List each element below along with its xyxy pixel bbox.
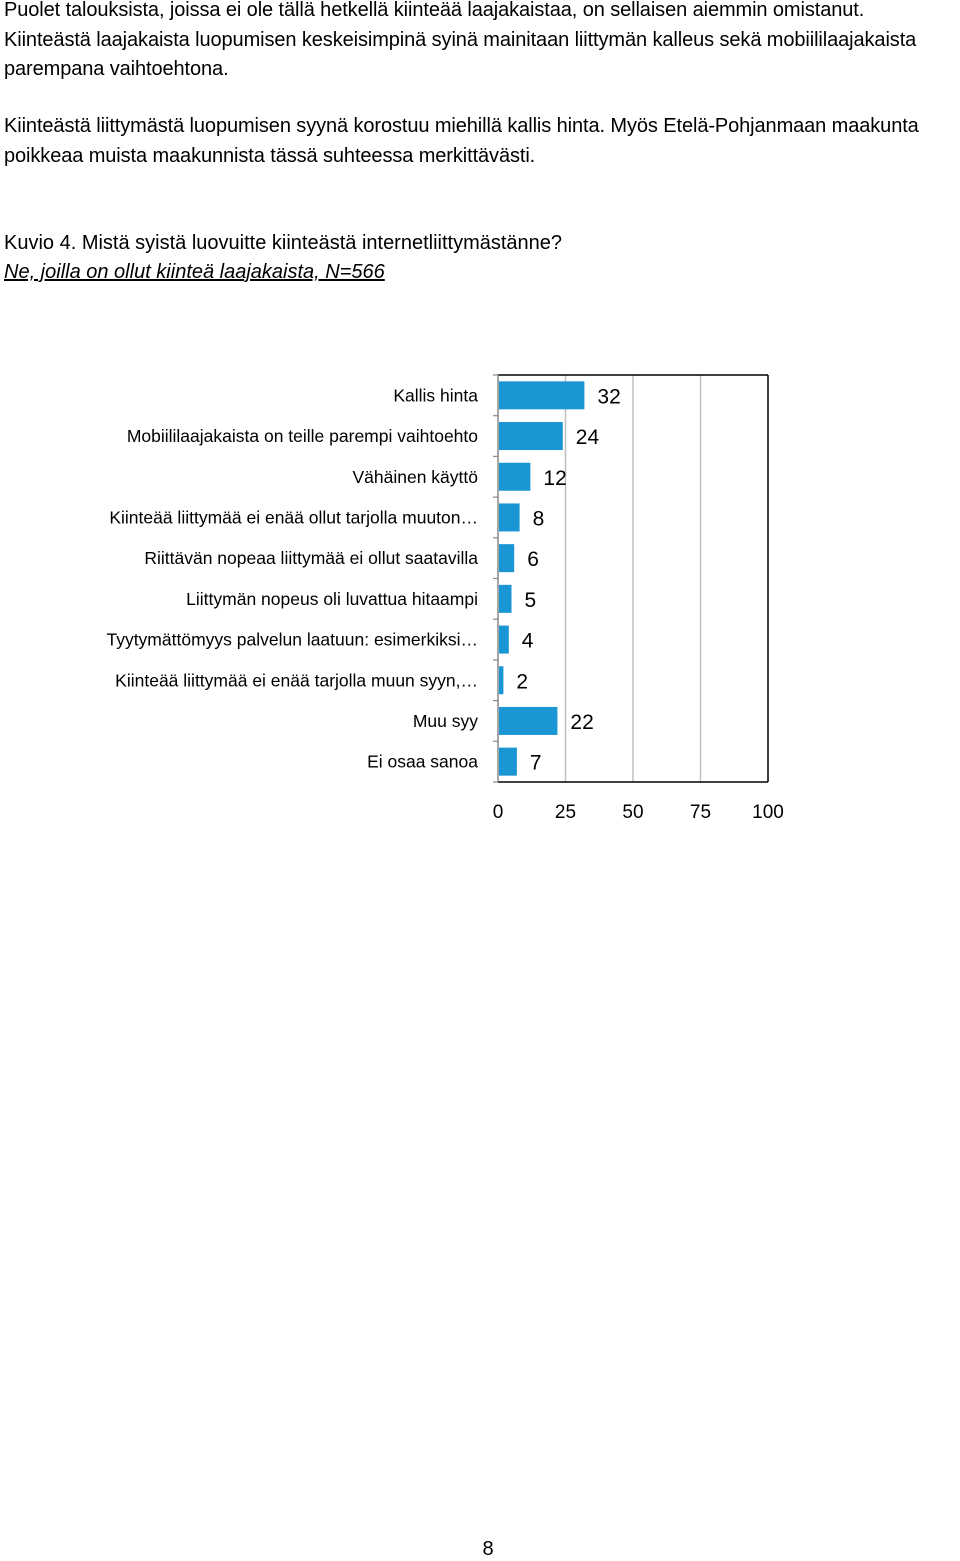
bar: [499, 585, 512, 613]
category-label: Vähäinen käyttö: [352, 466, 478, 487]
bar-value-label: 6: [527, 548, 539, 572]
category-label: Muu syy: [412, 710, 478, 731]
bar: [499, 626, 509, 654]
bar: [499, 748, 517, 776]
bar: [499, 544, 514, 572]
bar-value-label: 24: [575, 426, 600, 450]
bar: [499, 422, 563, 450]
category-label: Kallis hinta: [393, 385, 478, 406]
category-label: Mobiililaajakaista on teille parempi vaihtoehto: [126, 426, 478, 447]
bar: [499, 666, 503, 694]
bar-value-label: 22: [570, 710, 594, 734]
x-tick-label: 75: [689, 802, 712, 823]
category-label: Tyytymättömyys palvelun laatuun: esimerkiksi…: [106, 629, 478, 650]
body-paragraph-2: Kiinteästä liittymästä luopumisen syynä korostuu miehillä kallis hinta. Myös Etelä-Pohjanmaan maakunta poikkeaa muista maakunnista tässä suhteessa merkittävästi.: [4, 115, 919, 167]
bar-value-label: 5: [524, 588, 537, 612]
figure-subcaption: Ne, joilla on ollut kiinteä laajakaista, N=566: [4, 261, 385, 283]
bar-value-label: 7: [529, 751, 542, 775]
x-tick-label: 50: [622, 802, 644, 823]
category-label: Liittymän nopeus oli luvattua hitaampi: [186, 588, 478, 609]
body-paragraph-1: Puolet talouksista, joissa ei ole tällä hetkellä kiinteää laajakaistaa, on sellaisen aiemmin omistanut. Kiinteästä laajakaista luopumisen keskeisimpinä syinä mainitaan liittymän kalleus sekä mobiililaajakaista parempana vaihtoehtona.: [4, 0, 917, 80]
category-label: Ei osaa sanoa: [367, 751, 478, 772]
bar: [499, 707, 557, 735]
x-tick-label: 100: [752, 802, 784, 823]
x-tick-label: 25: [554, 802, 577, 823]
bar: [499, 463, 530, 491]
bar-value-label: 32: [597, 385, 621, 409]
bar-value-label: 4: [521, 629, 534, 653]
page-number: 8: [482, 1538, 494, 1560]
category-label: Kiinteää liittymää ei enää tarjolla muun syyn,…: [115, 670, 478, 691]
figure-caption: Kuvio 4. Mistä syistä luovuitte kiinteästä internetliittymästänne?: [4, 232, 563, 254]
category-label: Riittävän nopeaa liittymää ei ollut saatavilla: [144, 548, 478, 569]
bar-value-label: 8: [532, 507, 545, 531]
bar-value-label: 12: [543, 466, 567, 490]
bar: [499, 503, 520, 531]
x-tick-label: 0: [492, 802, 504, 823]
bar-value-label: 2: [516, 670, 529, 694]
reasons-bar-chart: [0, 300, 960, 840]
bar: [499, 381, 584, 409]
category-label: Kiinteää liittymää ei enää ollut tarjolla muuton…: [109, 507, 478, 528]
